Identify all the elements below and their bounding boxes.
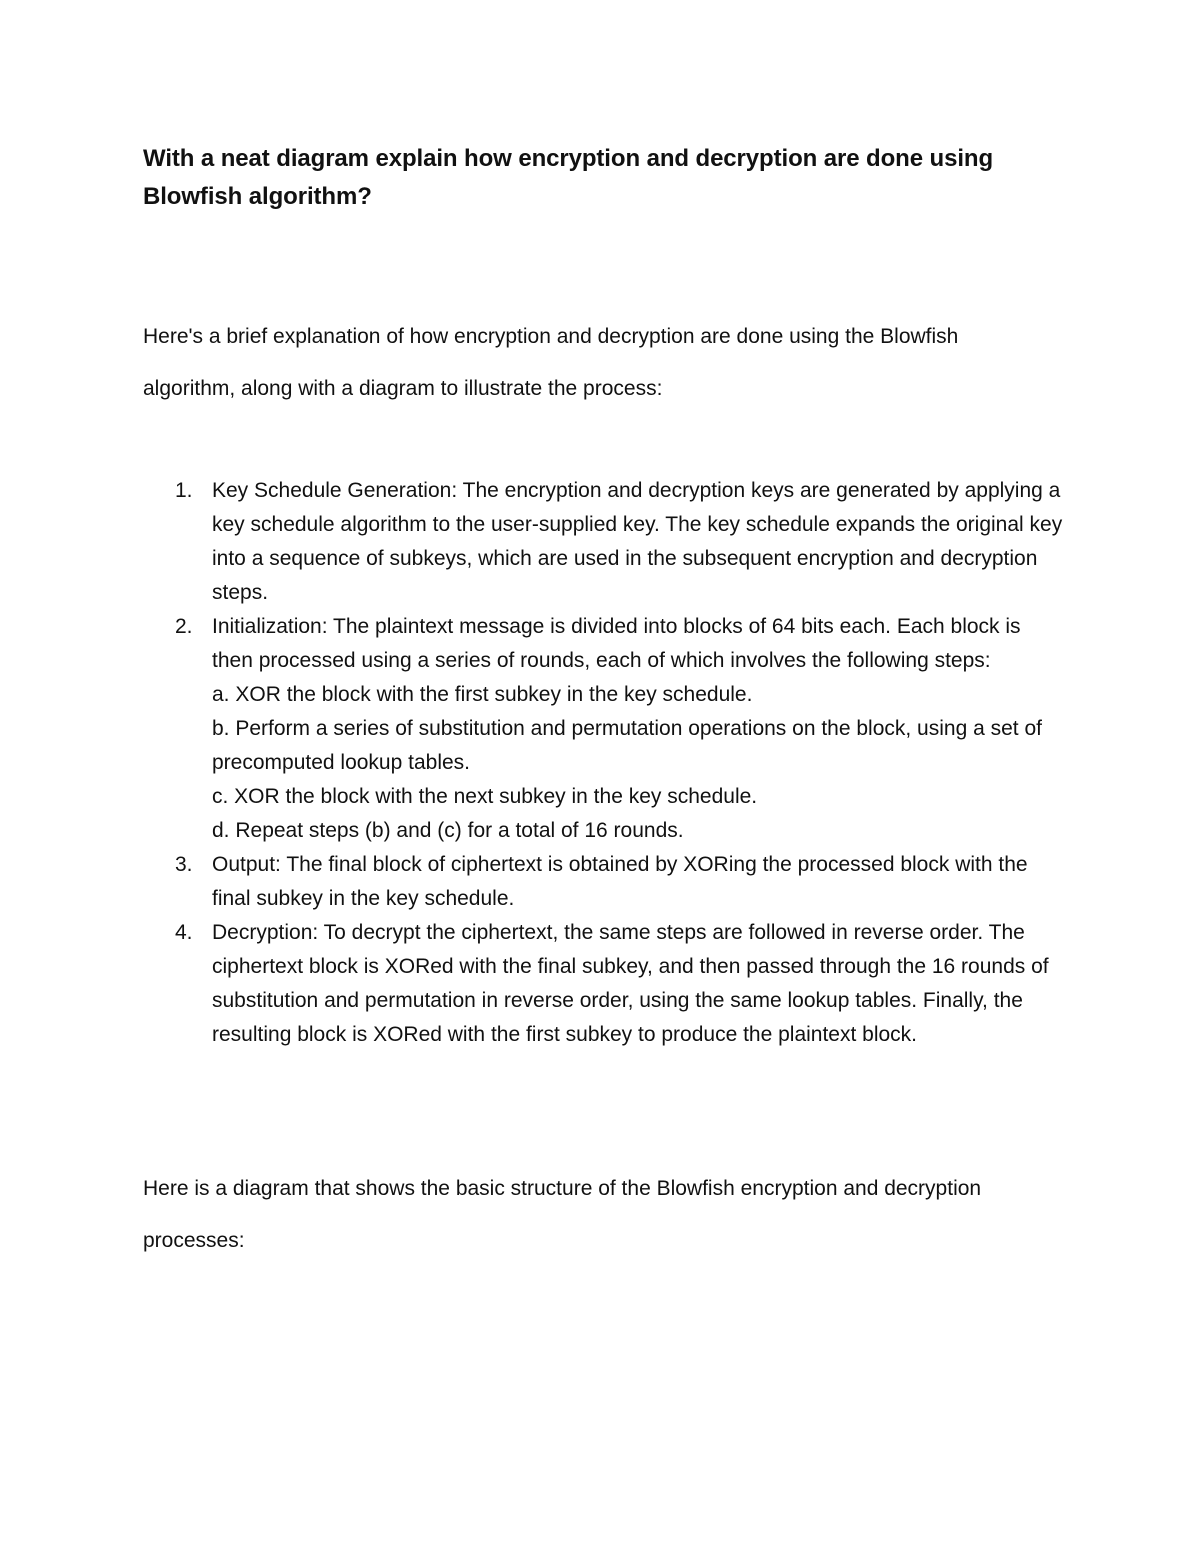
list-item xyxy=(143,916,1063,1052)
steps-list xyxy=(143,474,1063,1052)
substep-c: c. XOR the block with the next subkey in the key schedule. xyxy=(212,785,758,808)
list-item-number: 4. xyxy=(175,921,193,944)
list-item-number: 1. xyxy=(175,479,193,502)
list-item-number: 3. xyxy=(175,853,193,876)
list-item-text: Decryption: To decrypt the ciphertext, the same steps are followed in reverse order. The ciphertext block is XORed with the final subkey, and then passed through the 16 rounds of substitution and permutation in reverse order, using the same lookup tables. Finally, the resulting block is XORed with the first subkey to produce the plaintext block. xyxy=(212,921,1049,1046)
question-title: With a neat diagram explain how encryption and decryption are done using Blowfish algorithm? xyxy=(143,145,994,210)
list-item xyxy=(143,610,1063,848)
substep-b: b. Perform a series of substitution and permutation operations on the block, using a set of precomputed lookup tables. xyxy=(212,717,1042,774)
outro-paragraph: Here is a diagram that shows the basic structure of the Blowfish encryption and decryption processes: xyxy=(143,1177,982,1252)
list-item-text: Output: The final block of ciphertext is obtained by XORing the processed block with the final subkey in the key schedule. xyxy=(212,853,1028,910)
intro-paragraph: Here's a brief explanation of how encryption and decryption are done using the Blowfish algorithm, along with a diagram to illustrate the process: xyxy=(143,325,959,400)
list-item-text: Key Schedule Generation: The encryption and decryption keys are generated by applying a key schedule algorithm to the user-supplied key. The key schedule expands the original key into a sequence of subkeys, which are used in the subsequent encryption and decryption steps. xyxy=(212,479,1063,604)
substep-d: d. Repeat steps (b) and (c) for a total of 16 rounds. xyxy=(212,819,684,842)
list-item-number: 2. xyxy=(175,615,193,638)
substep-a: a. XOR the block with the first subkey in the key schedule. xyxy=(212,683,753,706)
list-item-text: Initialization: The plaintext message is divided into blocks of 64 bits each. Each block is then processed using a series of rounds, each of which involves the following steps: xyxy=(212,615,1021,672)
list-item xyxy=(143,848,1063,916)
list-item xyxy=(143,474,1063,610)
